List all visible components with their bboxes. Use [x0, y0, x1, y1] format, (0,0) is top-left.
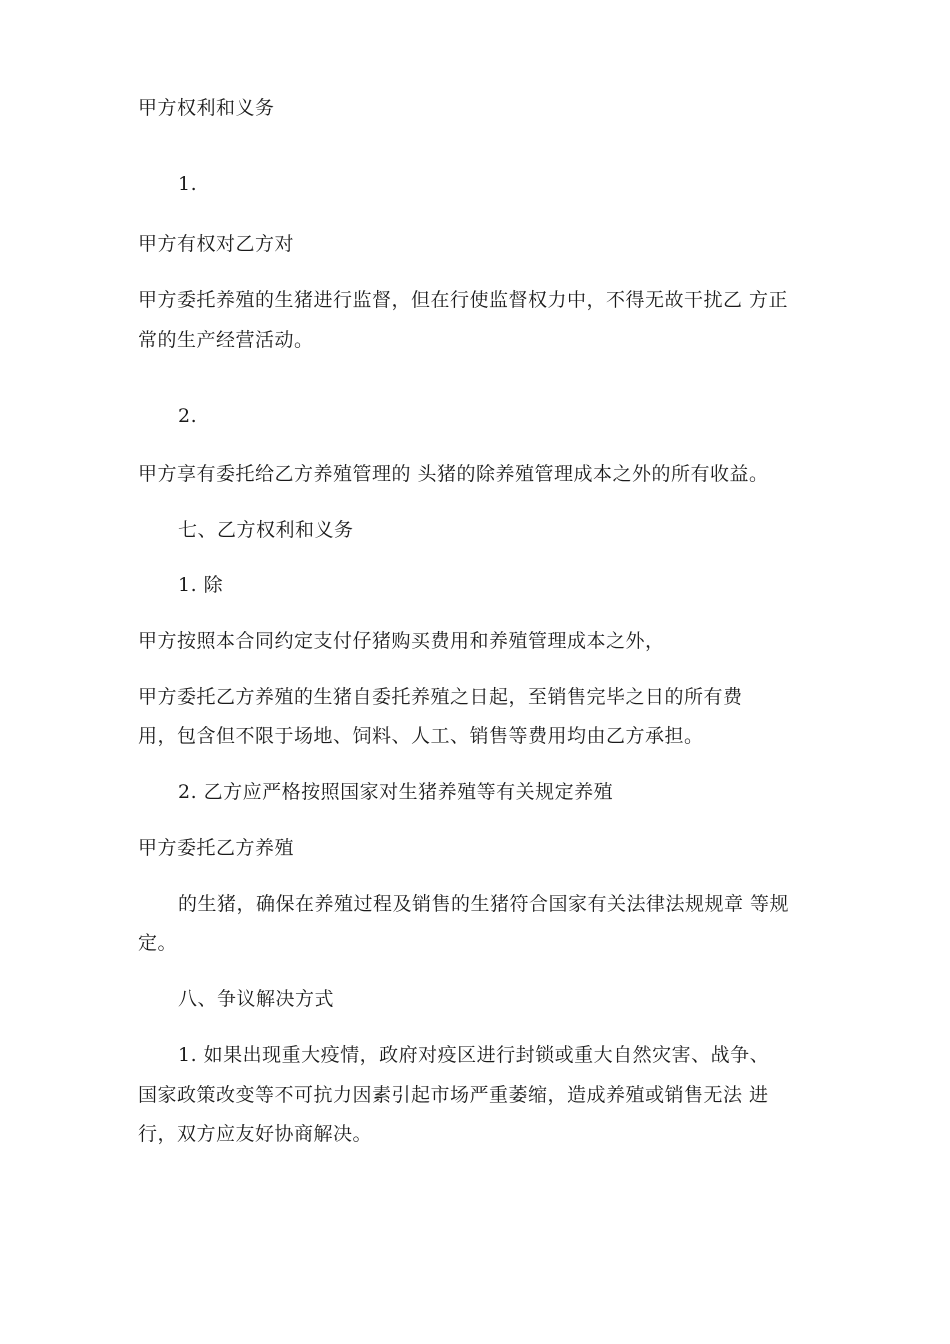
clause-text-line: 国家政策改变等不可抗力因素引起市场严重萎缩，造成养殖或销售无法 进: [138, 1084, 769, 1106]
clause-text-line: 2. 乙方应严格按照国家对生猪养殖等有关规定养殖: [178, 781, 614, 803]
clause-text-line: 甲方享有委托给乙方养殖管理的 头猪的除养殖管理成本之外的所有收益。: [138, 463, 769, 485]
clause-number-1: 1. 除: [178, 574, 224, 596]
clause-text-line: 甲方按照本合同约定支付仔猪购买费用和养殖管理成本之外，: [138, 630, 665, 652]
clause-text-line: 定。: [138, 932, 178, 954]
section-heading-dispute-resolution: 八、争议解决方式: [178, 988, 335, 1010]
clause-text-line: 甲方委托乙方养殖: [138, 837, 295, 859]
clause-text-line: 用，包含但不限于场地、饲料、人工、销售等费用均由乙方承担。: [138, 725, 704, 747]
clause-text-line: 常的生产经营活动。: [138, 329, 314, 351]
clause-text-line: 甲方有权对乙方对: [138, 233, 295, 255]
clause-text-line: 1. 如果出现重大疫情，政府对疫区进行封锁或重大自然灾害、战争、: [178, 1044, 770, 1066]
clause-text-line: 甲方委托乙方养殖的生猪自委托养殖之日起，至销售完毕之日的所有费: [138, 686, 743, 708]
clause-text-line: 行，双方应友好协商解决。: [138, 1123, 373, 1145]
clause-number-2: 2.: [178, 405, 198, 427]
clause-text-line: 甲方委托养殖的生猪进行监督，但在行使监督权力中，不得无故干扰乙 方正: [138, 289, 789, 311]
section-heading-party-a-rights: 甲方权利和义务: [138, 97, 275, 119]
clause-text-line: 的生猪，确保在养殖过程及销售的生猪符合国家有关法律法规规章 等规: [178, 893, 790, 915]
section-heading-party-b-rights: 七、乙方权利和义务: [178, 519, 354, 541]
clause-number-1: 1.: [178, 173, 198, 195]
